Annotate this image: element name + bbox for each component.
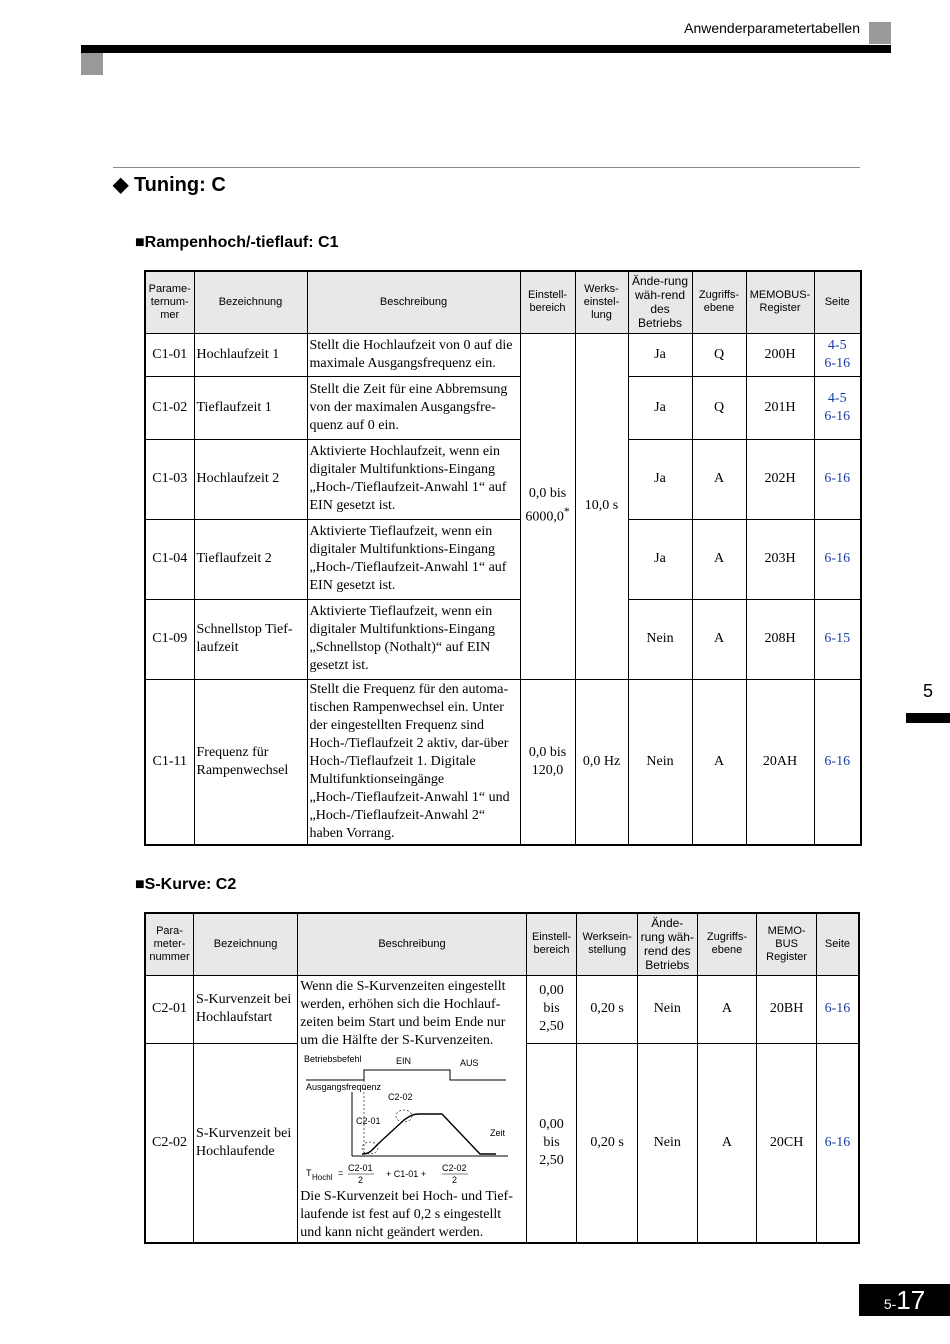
run-command-label: Betriebsbefehl (304, 1053, 362, 1064)
th-memobus-register: MEMO-BUS Register (757, 913, 817, 975)
formula-subscript: Hochl (312, 1172, 333, 1182)
param-name: S-Kurvenzeit bei Hochlaufstart (194, 975, 298, 1043)
footnote-marker: * (563, 505, 570, 519)
on-label: EIN (396, 1055, 412, 1066)
diamond-icon: ◆ (113, 174, 129, 196)
running-header: Anwenderparametertabellen (684, 20, 860, 36)
param-range: 0,00 bis 2,50 (526, 1043, 577, 1242)
header-marker (869, 22, 891, 44)
param-description: Stellt die Frequenz für den automa-tischen Rampenwechsel ein. Unter der eingestellten Frequenz sind Hoch-/Tieflaufzeit 2 aktiv, dar-über Hoch-/Tieflaufzeit 1. Digitale Multifunktionseingänge „Hoch-/Tieflaufzeit-Anwahl 1“ und „Hoch-/Tieflaufzeit-Anwahl 2“ haben Vorrang. (307, 679, 520, 845)
param-register: 200H (746, 333, 814, 376)
th-memobus-register: MEMOBUS-Register (746, 271, 814, 333)
param-access: A (692, 439, 746, 519)
section-rule (113, 167, 860, 168)
page-number (859, 1284, 950, 1316)
table-row (145, 519, 861, 599)
s-curve-diagram (300, 1050, 522, 1188)
param-description: Aktivierte Hochlaufzeit, wenn ein digitaler Multifunktions-Eingang „Hoch-/Tieflaufzeit-Anwahl 1“ auf EIN gesetzt ist. (307, 439, 520, 519)
th-change-during-run: Ände-rung wäh-rend des Betriebs (637, 913, 697, 975)
table-row (145, 376, 861, 439)
subsection-title-c2 (135, 876, 236, 894)
table-row (145, 599, 861, 679)
param-name: Schnellstop Tief-laufzeit (194, 599, 307, 679)
parameter-table-c1 (144, 270, 862, 846)
param-register: 20CH (757, 1043, 817, 1242)
param-description: Aktivierte Tieflaufzeit, wenn ein digitaler Multifunktions-Eingang „Hoch-/Tieflaufzeit-Anwahl 1“ auf EIN gesetzt ist. (307, 519, 520, 599)
th-page: Seite (814, 271, 861, 333)
subsection-title-c1 (135, 234, 338, 252)
square-bullet-icon: ■ (135, 234, 145, 251)
parameter-table-c2 (144, 912, 860, 1244)
param-number: C1-11 (145, 679, 194, 845)
param-change: Ja (628, 519, 692, 599)
header-bar (81, 45, 891, 53)
subsection-title-text: Rampenhoch/-tieflauf: C1 (144, 234, 339, 251)
param-access: A (692, 599, 746, 679)
param-change: Nein (628, 679, 692, 845)
th-name: Bezeichnung (194, 271, 307, 333)
off-label: AUS (460, 1057, 479, 1068)
s-curve (362, 1114, 496, 1154)
param-name: Frequenz für Rampenwechsel (194, 679, 307, 845)
th-default: Werksein-stellung (577, 913, 638, 975)
page-link[interactable]: 6-16 (814, 519, 861, 599)
param-default: 0,0 Hz (575, 679, 628, 845)
description-bottom: Die S-Kurvenzeit bei Hoch- und Tief-laufende ist fest auf 0,2 s eingestellt und kann nicht geändert werden. (300, 1188, 513, 1240)
param-register: 202H (746, 439, 814, 519)
param-change: Nein (628, 599, 692, 679)
run-command-signal (306, 1070, 506, 1080)
th-description: Beschreibung (298, 913, 527, 975)
square-bullet-icon: ■ (135, 876, 145, 893)
param-number: C1-03 (145, 439, 194, 519)
page-link[interactable]: 6-16 (816, 1043, 859, 1242)
param-description: Stellt die Zeit für eine Abbremsung von der maximalen Ausgangsfre-quenz auf 0 ein. (307, 376, 520, 439)
formula-num1: C2-01 (348, 1162, 373, 1173)
param-access: A (692, 679, 746, 845)
param-number: C1-09 (145, 599, 194, 679)
param-number: C2-02 (145, 1043, 194, 1242)
th-name: Bezeichnung (194, 913, 298, 975)
formula-t: T (306, 1167, 312, 1178)
chapter-number: 5 (922, 681, 933, 701)
subsection-title-text: S-Kurve: C2 (144, 876, 237, 893)
page-link[interactable]: 6-16 (824, 408, 851, 424)
param-access: A (697, 1043, 757, 1242)
th-param-number: Para-meter-nummer (145, 913, 194, 975)
th-change-during-run: Ände-rung wäh-rend des Betriebs (628, 271, 692, 333)
param-description: Aktivierte Tieflaufzeit, wenn ein digitaler Multifunktions-Eingang „Schnellstop (Nothalt)“ auf EIN gesetzt ist. (307, 599, 520, 679)
output-frequency-label: Ausgangsfrequenz (306, 1081, 382, 1092)
param-number: C1-01 (145, 333, 194, 376)
param-range: 0,00 bis 2,50 (526, 975, 577, 1043)
time-label: Zeit (490, 1127, 506, 1138)
param-change: Ja (628, 376, 692, 439)
param-name: Tieflaufzeit 1 (194, 376, 307, 439)
param-change: Nein (637, 975, 697, 1043)
param-access: A (697, 975, 757, 1043)
param-register: 208H (746, 599, 814, 679)
page-number-prefix: 5- (883, 1296, 897, 1312)
page-links (814, 376, 861, 439)
param-number: C1-04 (145, 519, 194, 599)
c2-01-label: C2-01 (356, 1115, 381, 1126)
formula-middle: + C1-01 + (386, 1168, 427, 1179)
param-description: Stellt die Hochlaufzeit von 0 auf die maximale Ausgangsfrequenz ein. (307, 333, 520, 376)
table-row (145, 679, 861, 845)
param-register: 20BH (757, 975, 817, 1043)
page-number-value: 17 (896, 1285, 926, 1315)
header-marker-left (81, 53, 103, 75)
formula-den1: 2 (358, 1174, 364, 1185)
th-access-level: Zugriffs-ebene (692, 271, 746, 333)
param-change: Nein (637, 1043, 697, 1242)
param-register: 203H (746, 519, 814, 599)
chapter-tab-bar (906, 713, 950, 723)
param-range: 0,0 bis 120,0 (520, 679, 575, 845)
table-row (145, 333, 861, 376)
param-number: C1-02 (145, 376, 194, 439)
param-name: Hochlaufzeit 2 (194, 439, 307, 519)
param-default: 10,0 s (575, 333, 628, 679)
param-range (520, 333, 575, 679)
page-link[interactable]: 4-5 (827, 390, 847, 406)
param-change: Ja (628, 439, 692, 519)
formula-equals: = (338, 1167, 344, 1178)
param-default: 0,20 s (577, 975, 638, 1043)
param-description (298, 975, 527, 1243)
page-link[interactable]: 6-15 (814, 599, 861, 679)
th-access-level: Zugriffs-ebene (697, 913, 757, 975)
page-link[interactable]: 4-5 (827, 337, 847, 353)
range-text: 0,0 bis 6000,0 (525, 486, 567, 525)
param-register: 20AH (746, 679, 814, 845)
param-name: Hochlaufzeit 1 (194, 333, 307, 376)
param-access: Q (692, 333, 746, 376)
param-register: 201H (746, 376, 814, 439)
formula-den2: 2 (452, 1174, 458, 1185)
th-range: Einstell-bereich (520, 271, 575, 333)
page-link[interactable]: 6-16 (816, 975, 859, 1043)
th-default: Werks-einstel-lung (575, 271, 628, 333)
section-title-text: Tuning: C (133, 174, 226, 196)
table-row (145, 439, 861, 519)
table-row (145, 975, 859, 1043)
th-page: Seite (816, 913, 859, 975)
th-description: Beschreibung (307, 271, 520, 333)
c2-02-label: C2-02 (388, 1091, 413, 1102)
page-link[interactable]: 6-16 (814, 439, 861, 519)
section-title (113, 172, 226, 197)
param-number: C2-01 (145, 975, 194, 1043)
description-top: Wenn die S-Kurvenzeiten eingestellt werden, erhöhen sich die Hochlauf-zeiten beim Start und beim Ende nur um die Hälfte der S-Kurvenzeiten. (300, 978, 506, 1048)
param-access: Q (692, 376, 746, 439)
page-links (814, 333, 861, 376)
th-range: Einstell-bereich (526, 913, 577, 975)
param-default: 0,20 s (577, 1043, 638, 1242)
page-link[interactable]: 6-16 (824, 355, 851, 371)
param-change: Ja (628, 333, 692, 376)
formula-num2: C2-02 (442, 1162, 467, 1173)
param-name: Tieflaufzeit 2 (194, 519, 307, 599)
chapter-tab (906, 681, 950, 723)
page-link[interactable]: 6-16 (814, 679, 861, 845)
param-name: S-Kurvenzeit bei Hochlaufende (194, 1043, 298, 1242)
th-param-number: Parame-ternum-mer (145, 271, 194, 333)
param-access: A (692, 519, 746, 599)
